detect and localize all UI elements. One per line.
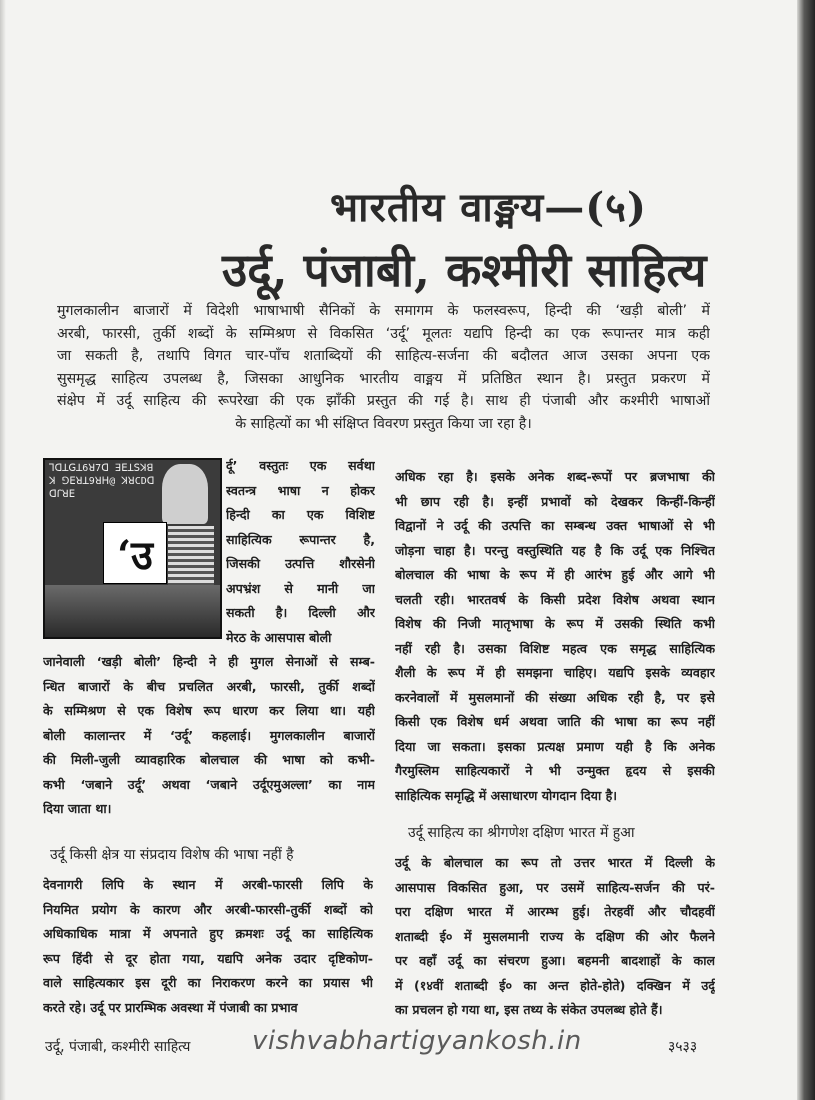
- text-line: देवनागरी लिपि के स्थान में अरबी-फारसी लिपि के: [43, 877, 373, 892]
- text-line: र्दू’ वस्तुतः एक सर्वथा: [226, 458, 375, 473]
- col2-text: [395, 465, 715, 808]
- chapter-subtitle: उर्दू, पंजाबी, कश्मीरी साहित्य: [222, 243, 707, 297]
- text-line: करते रहे। उर्दू पर प्रारम्भिक अवस्था में पंजाबी का प्रभाव: [43, 999, 298, 1015]
- drop-cap-letter: ‘उ: [103, 522, 167, 584]
- col1-bottom-text: [43, 873, 373, 1020]
- col1-text: [43, 650, 375, 822]
- text-line: सुसमृद्ध साहित्य उपलब्ध है, जिसका आधुनिक भारतीय वाङ्मय में प्रतिष्ठित स्थान है। प्रस्तुत प्रकरण में: [57, 370, 710, 387]
- text-line: शैली के रूप में ही समझना चाहिए। यद्यपि इसके व्यवहार: [395, 665, 715, 680]
- text-line: मेरठ के आसपास बोली: [226, 629, 332, 645]
- text-line: भी छाप रही है। इन्हीं प्रभावों को देखकर किन्हीं-किन्हीं: [395, 493, 715, 509]
- text-line: बोलचाल की भाषा के रूप में ही आरंभ हुई और आगे भी: [395, 567, 715, 582]
- script-glyphs-decoration: ꓶꓷꓕꓖꓕ6ꓤ7ꓷ ꓱꓰꓕꓢꓘꓭꓘ ꓨꓰꓤꓕ9ꓤꓧ@ ꓘꓤCDꓷ ꓷꓩꓤꓰ: [49, 463, 155, 500]
- text-line: जा सकती है, तथापि विगत चार-पाँच शताब्दियों की साहित्य-सर्जना की बदौलत आज उसका अपना एक: [57, 348, 710, 365]
- illustration: [43, 458, 222, 639]
- text-line: की मिली-जुली व्यावहारिक बोलचाल की भाषा को कभी-: [43, 752, 375, 767]
- text-line: अधिकाधिक मात्रा में अपनाते हुए क्रमशः उर्दू का साहित्यिक: [43, 926, 373, 941]
- page-number: ३५३३: [668, 1039, 698, 1055]
- text-line: वाले साहित्यकार इस दूरी का निराकरण करने का प्रयास भी: [43, 975, 373, 990]
- page-left-shadow: [0, 0, 6, 1100]
- text-line: अधिक रहा है। इसके अनेक शब्द-रूपों पर ब्रजभाषा की: [395, 469, 715, 484]
- text-line: दिया जा सकता। इसका प्रत्यक्ष प्रमाण यही है कि अनेक: [395, 738, 715, 754]
- text-line: मुगलकालीन बाजारों में विदेशी भाषाभाषी सैनिकों के समागम के फलस्वरूप, हिन्दी की ‘खड़ी बोली’ में: [57, 303, 710, 319]
- col2-bottom-text: [395, 851, 715, 1023]
- text-line: किसी एक विशेष धर्म अथवा जाति की भाषा का रूप नहीं: [395, 714, 715, 729]
- col1-side-text: [226, 454, 375, 650]
- text-line: जोड़ना चाहा है। परन्तु वस्तुस्थिति यह है कि उर्दू एक निश्चित: [395, 542, 715, 558]
- running-title: उर्दू, पंजाबी, कश्मीरी साहित्य: [45, 1039, 191, 1055]
- text-line: शताब्दी ई० में मुसलमानी राज्य के दक्षिण की ओर फैलने: [395, 928, 715, 944]
- section-heading-col1: उर्दू किसी क्षेत्र या संप्रदाय विशेष की भाषा नहीं है: [50, 847, 294, 863]
- text-line: संक्षेप में उर्दू साहित्य की रूपरेखा की एक झाँकी प्रस्तुत की गई है। साथ ही पंजाबी और कश्मीरी भाषाओं: [57, 393, 710, 410]
- watermark: vishvabhartigyankosh.in: [252, 1026, 582, 1056]
- text-line: साहित्यिक समृद्धि में असाधारण योगदान दिया है।: [395, 787, 618, 803]
- text-line: स्वतन्त्र भाषा न होकर: [226, 482, 375, 498]
- text-line: सकती है। दिल्ली और: [226, 605, 375, 620]
- text-line: विशेष की निजी मातृभाषा के रूप में उसकी स्थिति कभी: [395, 616, 715, 631]
- text-line: अपभ्रंश से मानी जा: [226, 580, 375, 596]
- text-line: के साहित्यों का भी संक्षिप्त विवरण प्रस्तुत किया जा रहा है।: [235, 415, 532, 432]
- text-line: हिन्दी का एक विशिष्ट: [226, 507, 375, 522]
- text-line: जिसकी उत्पत्ति शौरसेनी: [226, 556, 375, 571]
- chapter-title: भारतीय वाङ्मय—(५): [330, 184, 647, 231]
- section-heading-col2: उर्दू साहित्य का श्रीगणेश दक्षिण भारत में हुआ: [408, 825, 635, 841]
- books-decoration: [45, 585, 220, 637]
- text-line: न्धित बाजारों के बीच प्रचलित अरबी, फारसी, तुर्की शब्दों: [43, 678, 375, 694]
- text-line: बोली कालान्तर में ‘उर्दू’ कहलाई। मुगलकालीन बाजारों: [43, 727, 375, 743]
- text-line: के सम्मिश्रण से एक विशेष रूप धारण कर लिया था। यही: [43, 703, 375, 718]
- text-line: अरबी, फारसी, तुर्की शब्दों के सम्मिश्रण से विकसित ‘उर्दू’ मूलतः यद्यपि हिन्दी का एक रूपान्तर मात्र कही: [57, 325, 710, 342]
- text-line: पर वहाँ उर्दू का संचरण हुआ। बहमनी बादशाहों के काल: [395, 953, 715, 968]
- text-line: गैरमुस्लिम साहित्यकारों ने भी उन्मुक्त हृदय से इसकी: [395, 763, 715, 778]
- text-line: नहीं रही है। उसका विशिष्ट महत्व एक समृद्ध साहित्यिक: [395, 640, 715, 656]
- text-line: आसपास विकसित हुआ, पर उसमें साहित्य-सर्जन की परं-: [395, 879, 715, 895]
- scholar-figure: [162, 464, 208, 524]
- text-line: उर्दू के बोलचाल का रूप तो उत्तर भारत में दिल्ली के: [395, 855, 715, 870]
- text-line: परा दक्षिण भारत में आरम्भ हुई। तेरहवीं और चौदहवीं: [395, 904, 715, 919]
- text-line: रूप हिंदी से दूर होता गया, यद्यपि अनेक उदार दृष्टिकोण-: [43, 950, 373, 966]
- text-line: साहित्यिक रूपान्तर है,: [226, 531, 375, 547]
- text-line: नियमित प्रयोग के कारण और अरबी-फारसी-तुर्की शब्दों को: [43, 901, 373, 917]
- text-line: विद्वानों ने उर्दू की उत्पत्ति का सम्बन्ध उक्त भाषाओं से भी: [395, 518, 715, 533]
- page-binding-edge: [797, 0, 815, 1100]
- intro-paragraph: [57, 300, 710, 436]
- text-line: कभी ‘जबाने उर्दू’ अथवा ‘जबाने उर्दूएमुअल्ला’ का नाम: [43, 776, 375, 792]
- text-line: में (१४वीं शताब्दी ई० का अन्त होते-होते) दक्खिन में उर्दू: [395, 977, 715, 993]
- text-line: दिया जाता था।: [43, 801, 112, 816]
- text-line: चलती रही। भारतवर्ष के किसी प्रदेश विशेष अथवा स्थान: [395, 591, 715, 607]
- text-line: करनेवालों में मुसलमानों की संख्या अधिक रही है, पर इसे: [395, 689, 715, 705]
- text-line: का प्रचलन हो गया था, इस तथ्य के संकेत उपलब्ध होते हैं।: [395, 1002, 663, 1017]
- text-line: जानेवाली ‘खड़ी बोली’ हिन्दी ने ही मुगल सेनाओं से सम्ब-: [43, 654, 375, 669]
